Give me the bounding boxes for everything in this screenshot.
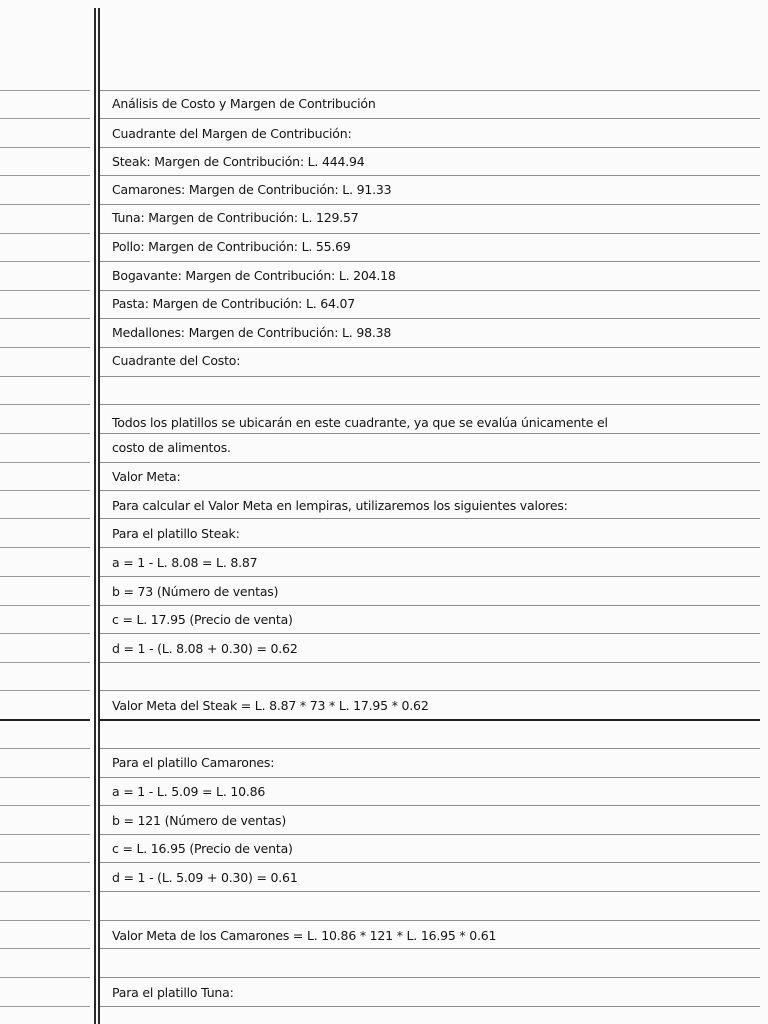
ruled-line xyxy=(0,518,90,519)
ruled-line xyxy=(0,233,90,234)
text-line: Todos los platillos se ubicarán en este cuadrante, ya que se evalúa únicamente el xyxy=(112,415,608,430)
ruled-line xyxy=(100,204,760,205)
ruled-line xyxy=(100,690,760,691)
text-line: Medallones: Margen de Contribución: L. 98.38 xyxy=(112,325,392,340)
ruled-line xyxy=(100,347,760,348)
formula-line: d = 1 - (L. 8.08 + 0.30) = 0.62 xyxy=(112,641,298,656)
ruled-line xyxy=(0,948,90,949)
ruled-line xyxy=(100,834,760,835)
text-line: Para el platillo Steak: xyxy=(112,526,240,541)
ruled-line xyxy=(0,633,90,634)
ruled-line xyxy=(0,662,90,663)
text-line: Steak: Margen de Contribución: L. 444.94 xyxy=(112,154,365,169)
formula-line: b = 121 (Número de ventas) xyxy=(112,813,287,828)
ruled-line xyxy=(0,261,90,262)
text-line: Tuna: Margen de Contribución: L. 129.57 xyxy=(112,210,359,225)
ruled-line xyxy=(0,404,90,405)
ruled-line xyxy=(100,518,760,519)
ruled-line xyxy=(0,462,90,463)
ruled-line xyxy=(100,462,760,463)
margin-line xyxy=(94,8,96,1024)
ruled-line xyxy=(100,376,760,377)
formula-line: Valor Meta de los Camarones = L. 10.86 * 121 * L. 16.95 * 0.61 xyxy=(112,928,497,943)
ruled-line xyxy=(100,605,760,606)
text-line: Para el platillo Tuna: xyxy=(112,985,234,1000)
ruled-line xyxy=(0,547,90,548)
ruled-line xyxy=(100,719,760,721)
formula-line: c = L. 16.95 (Precio de venta) xyxy=(112,841,293,856)
section-heading: Cuadrante del Margen de Contribución: xyxy=(112,126,352,141)
ruled-line xyxy=(100,547,760,548)
margin-line xyxy=(98,8,100,1024)
ruled-line xyxy=(100,862,760,863)
ruled-line xyxy=(100,777,760,778)
ruled-line xyxy=(100,891,760,892)
ruled-line xyxy=(100,633,760,634)
ruled-line xyxy=(0,605,90,606)
ruled-line xyxy=(0,376,90,377)
ruled-line xyxy=(100,118,760,119)
section-heading: Cuadrante del Costo: xyxy=(112,353,241,368)
ruled-line xyxy=(100,318,760,319)
ruled-line xyxy=(0,1006,90,1007)
ruled-line xyxy=(100,261,760,262)
ruled-line xyxy=(100,175,760,176)
ruled-line xyxy=(100,290,760,291)
formula-line: d = 1 - (L. 5.09 + 0.30) = 0.61 xyxy=(112,870,298,885)
ruled-line xyxy=(100,920,760,921)
ruled-line xyxy=(0,318,90,319)
ruled-line xyxy=(0,977,90,978)
ruled-line xyxy=(100,977,760,978)
ruled-line xyxy=(100,805,760,806)
formula-line: b = 73 (Número de ventas) xyxy=(112,584,279,599)
ruled-line xyxy=(100,404,760,405)
ruled-line xyxy=(0,805,90,806)
ruled-line xyxy=(0,690,90,691)
ruled-line xyxy=(0,862,90,863)
ruled-line xyxy=(0,118,90,119)
text-line: Bogavante: Margen de Contribución: L. 204.18 xyxy=(112,268,396,283)
ruled-line xyxy=(0,433,90,434)
text-line: Pollo: Margen de Contribución: L. 55.69 xyxy=(112,239,351,254)
ruled-line xyxy=(0,748,90,749)
formula-line: a = 1 - L. 5.09 = L. 10.86 xyxy=(112,784,266,799)
formula-line: Valor Meta del Steak = L. 8.87 * 73 * L. 17.95 * 0.62 xyxy=(112,698,429,713)
ruled-line xyxy=(0,920,90,921)
ruled-line xyxy=(100,490,760,491)
ruled-line xyxy=(100,147,760,148)
ruled-line xyxy=(0,290,90,291)
ruled-line xyxy=(0,175,90,176)
text-line: Pasta: Margen de Contribución: L. 64.07 xyxy=(112,296,356,311)
ruled-line xyxy=(100,1006,760,1007)
ruled-line xyxy=(100,90,760,91)
ruled-line xyxy=(100,433,760,434)
section-heading: Valor Meta: xyxy=(112,469,181,484)
ruled-line xyxy=(100,662,760,663)
ruled-line xyxy=(100,233,760,234)
document-title: Análisis de Costo y Margen de Contribución xyxy=(112,96,376,111)
text-line: Camarones: Margen de Contribución: L. 91.33 xyxy=(112,182,392,197)
ruled-line xyxy=(0,147,90,148)
formula-line: a = 1 - L. 8.08 = L. 8.87 xyxy=(112,555,258,570)
formula-line: c = L. 17.95 (Precio de venta) xyxy=(112,612,293,627)
ruled-line xyxy=(0,834,90,835)
text-line: costo de alimentos. xyxy=(112,440,231,455)
ruled-line xyxy=(0,490,90,491)
ruled-line xyxy=(100,748,760,749)
text-line: Para calcular el Valor Meta en lempiras, utilizaremos los siguientes valores: xyxy=(112,498,568,513)
ruled-line xyxy=(100,576,760,577)
ruled-line xyxy=(0,891,90,892)
ruled-line xyxy=(0,719,90,721)
text-line: Para el platillo Camarones: xyxy=(112,755,275,770)
ruled-line xyxy=(0,90,90,91)
ruled-line xyxy=(100,948,760,949)
ruled-line xyxy=(0,204,90,205)
ruled-line xyxy=(0,777,90,778)
ruled-line xyxy=(0,347,90,348)
ruled-line xyxy=(0,576,90,577)
